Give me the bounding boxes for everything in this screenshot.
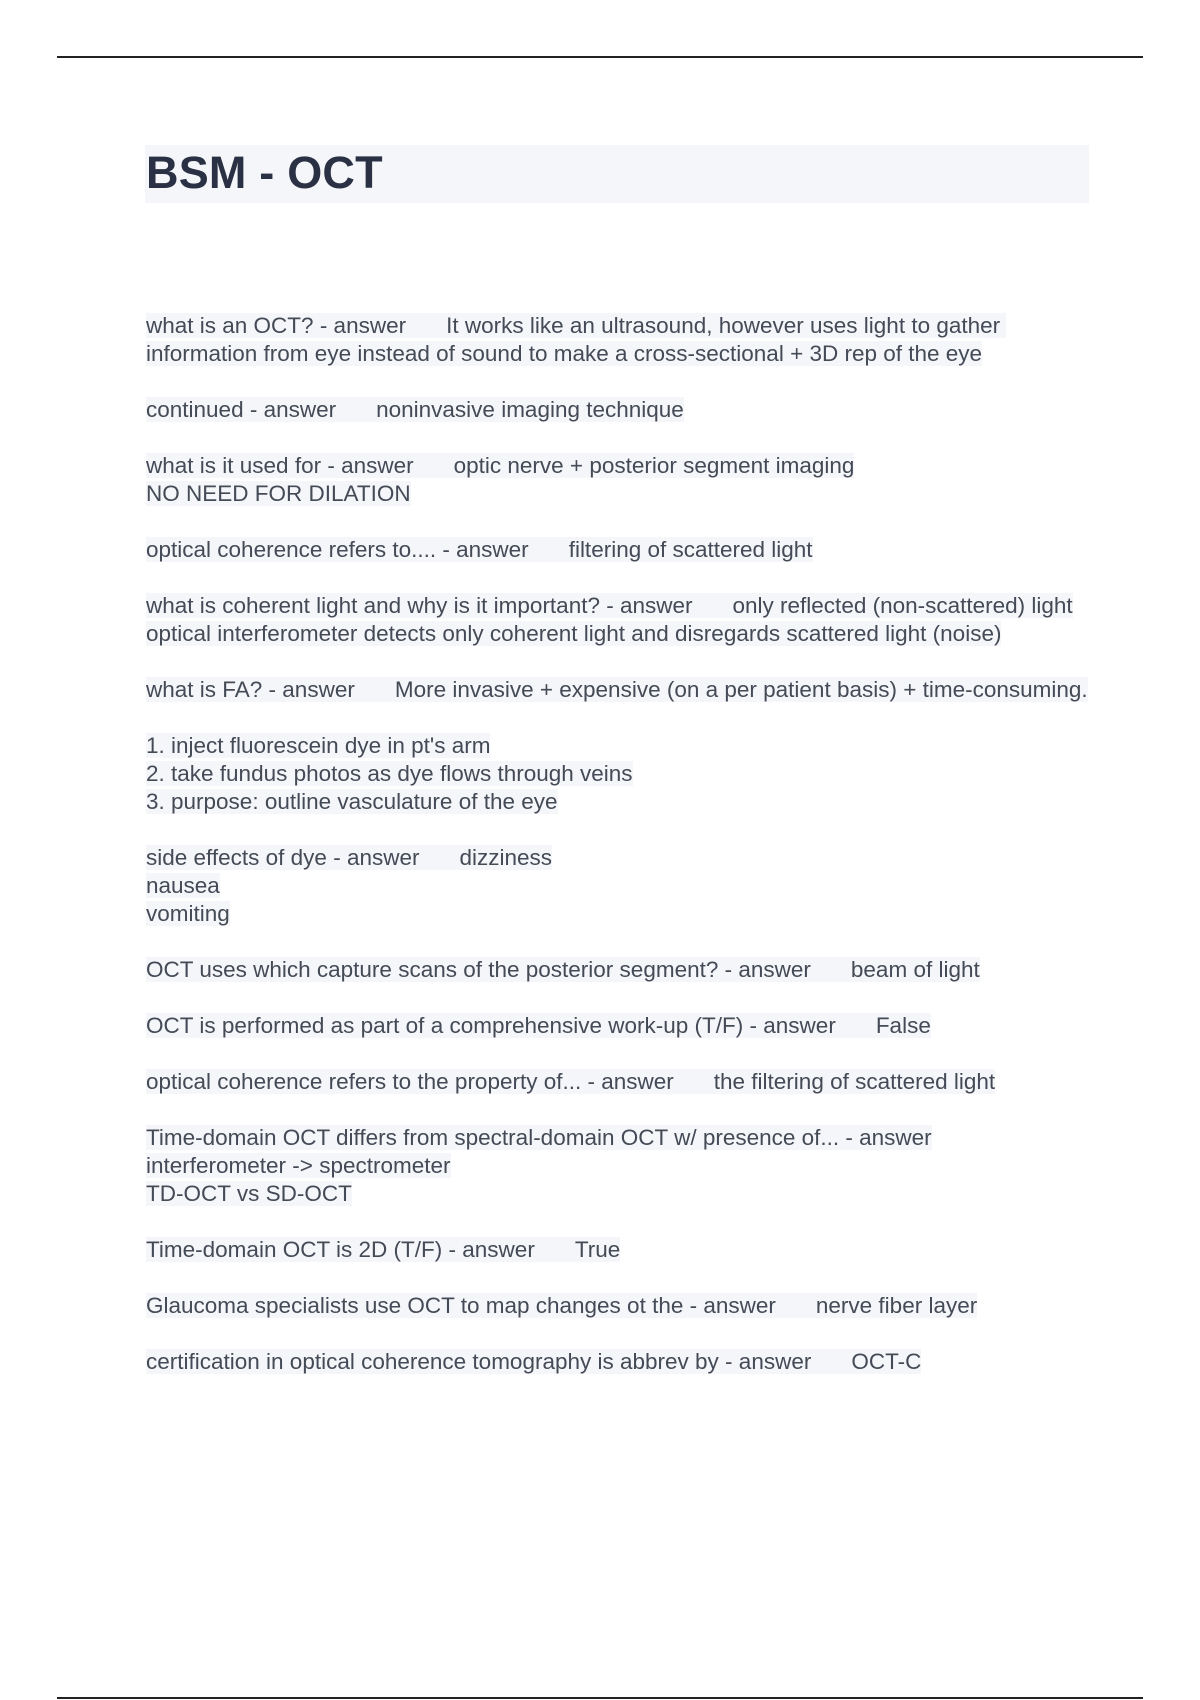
qa-item (146, 1236, 1090, 1264)
qa-item (146, 956, 1090, 984)
qa-item (146, 1124, 1090, 1208)
qa-question: Time-domain OCT differs from spectral-domain OCT w/ presence of... - answer (146, 1125, 932, 1150)
qa-item (146, 1068, 1090, 1096)
qa-item (146, 312, 1090, 368)
qa-question: optical coherence refers to the property of... - answer (146, 1069, 674, 1094)
qa-answer-line: vomiting (146, 901, 230, 926)
qa-step: 3. purpose: outline vasculature of the eye (146, 789, 558, 814)
qa-answer-line: NO NEED FOR DILATION (146, 481, 411, 506)
qa-question: OCT is performed as part of a comprehensive work-up (T/F) - answer (146, 1013, 836, 1038)
qa-steps (146, 732, 1090, 816)
qa-item (146, 676, 1090, 704)
qa-question: certification in optical coherence tomography is abbrev by - answer (146, 1349, 812, 1374)
qa-question: what is FA? - answer (146, 677, 355, 702)
qa-question: Time-domain OCT is 2D (T/F) - answer (146, 1237, 535, 1262)
qa-item (146, 536, 1090, 564)
qa-answer-line: nausea (146, 873, 220, 898)
qa-answer: noninvasive imaging technique (376, 397, 684, 422)
qa-item (146, 1012, 1090, 1040)
qa-answer: filtering of scattered light (568, 537, 813, 562)
qa-answer: False (875, 1013, 931, 1038)
qa-question: OCT uses which capture scans of the posterior segment? - answer (146, 957, 811, 982)
qa-answer: optic nerve + posterior segment imaging (453, 453, 855, 478)
qa-answer: dizziness (459, 845, 553, 870)
qa-question: continued - answer (146, 397, 337, 422)
qa-item (146, 396, 1090, 424)
top-rule (57, 56, 1143, 58)
qa-answer: the filtering of scattered light (713, 1069, 996, 1094)
qa-answer: nerve fiber layer (815, 1293, 978, 1318)
qa-step: 2. take fundus photos as dye flows through veins (146, 761, 633, 786)
qa-question: what is coherent light and why is it important? - answer (146, 593, 693, 618)
qa-item (146, 452, 1090, 508)
qa-answer: OCT-C (851, 1349, 922, 1374)
qa-answer: True (574, 1237, 621, 1262)
qa-answer: More invasive + expensive (on a per patient basis) + time-consuming. (394, 677, 1088, 702)
qa-question: what is it used for - answer (146, 453, 414, 478)
qa-item (146, 1348, 1090, 1376)
qa-question: what is an OCT? - answer (146, 313, 407, 338)
qa-answer: interferometer -> spectrometer (146, 1153, 451, 1178)
qa-list (146, 312, 1090, 1404)
qa-answer: beam of light (850, 957, 980, 982)
bottom-rule (57, 1697, 1143, 1699)
qa-item (146, 1292, 1090, 1320)
qa-step: 1. inject fluorescein dye in pt's arm (146, 733, 491, 758)
qa-question: Glaucoma specialists use OCT to map changes ot the - answer (146, 1293, 776, 1318)
qa-answer-line: optical interferometer detects only coherent light and disregards scattered light (noise) (146, 621, 1002, 646)
qa-question: optical coherence refers to.... - answer (146, 537, 529, 562)
qa-item (146, 844, 1090, 928)
qa-answer: only reflected (non-scattered) light (732, 593, 1073, 618)
qa-item (146, 592, 1090, 648)
document-title: BSM - OCT (146, 147, 383, 198)
qa-answer-line: TD-OCT vs SD-OCT (146, 1181, 352, 1206)
qa-question: side effects of dye - answer (146, 845, 420, 870)
qa-answer: It works like an ultrasound, however uses light to gather information from eye instead of sound to make a cross-sectional + 3D rep of the eye (146, 313, 1007, 366)
